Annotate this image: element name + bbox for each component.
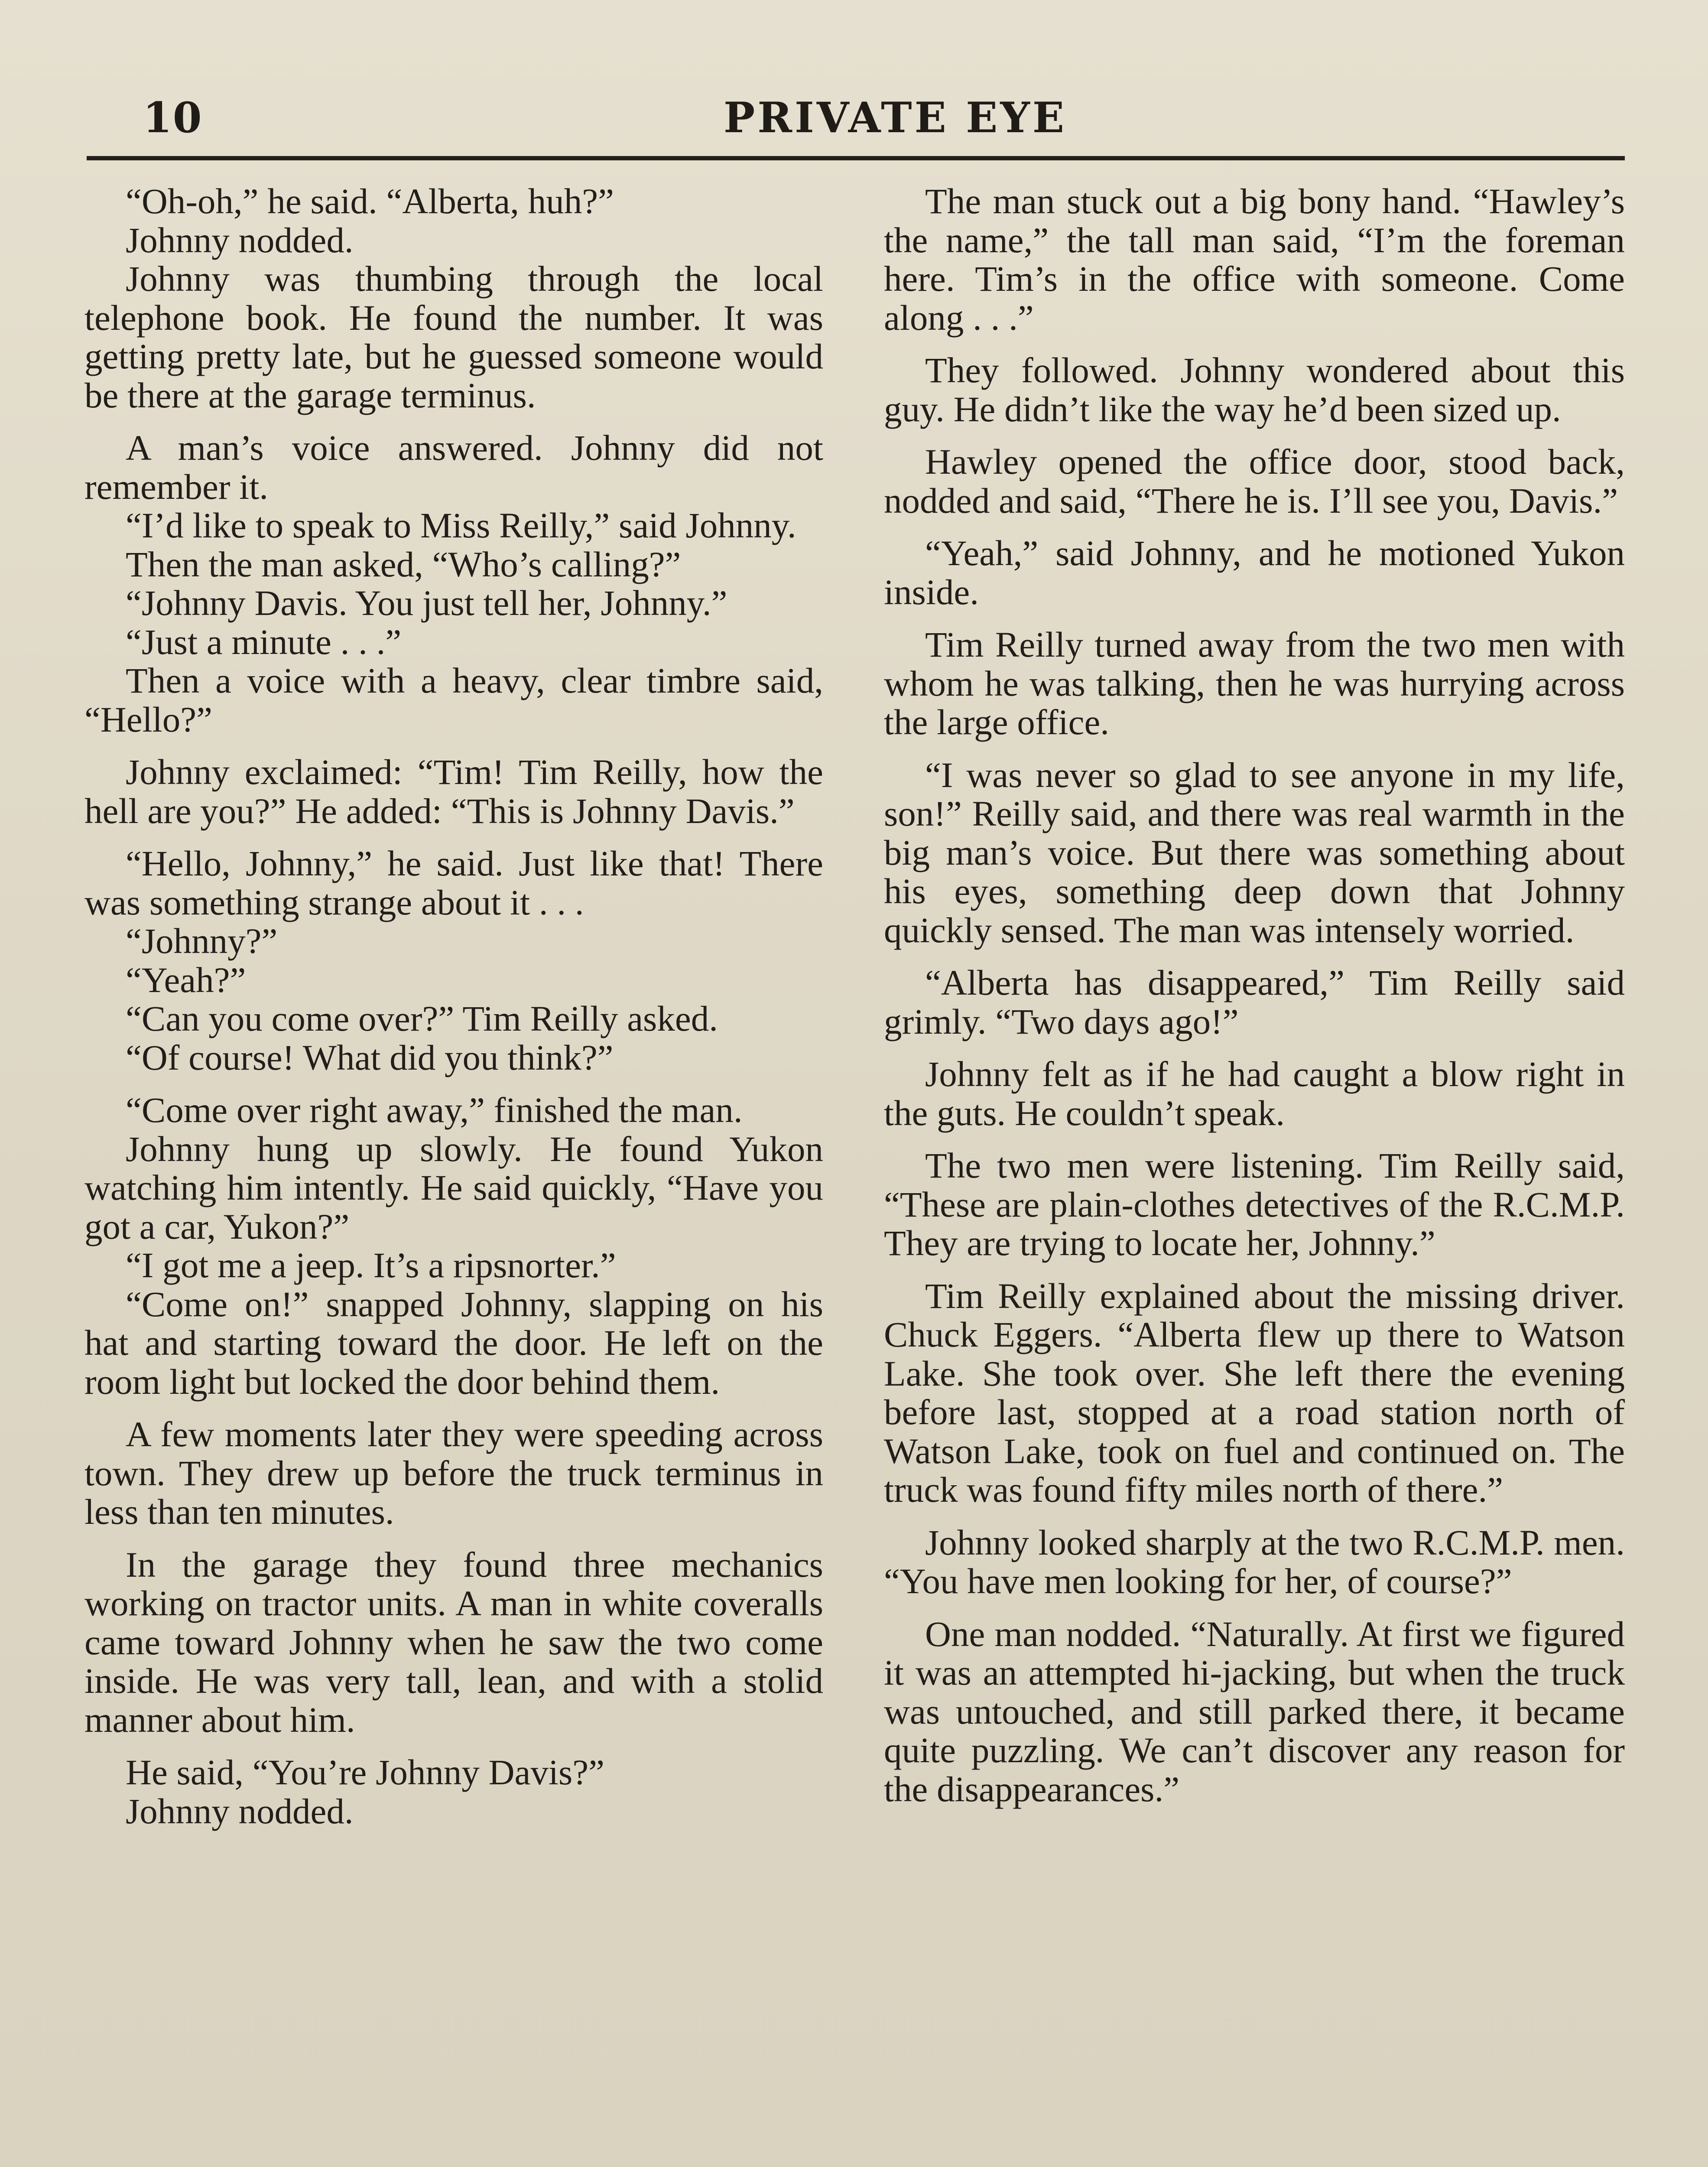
- paragraph: “Johnny Davis. You just tell her, Johnny.”: [126, 583, 727, 623]
- page-number: 10: [143, 93, 203, 142]
- paragraph: They followed. Johnny wondered about this guy. He didn’t like the way he’d been sized up.: [884, 350, 1625, 429]
- paragraph: “Alberta has disappeared,” Tim Reilly said grimly. “Two days ago!”: [884, 963, 1625, 1041]
- paragraph: Johnny nodded.: [126, 1791, 354, 1831]
- paragraph: A man’s voice answered. Johnny did not remember it.: [84, 428, 823, 507]
- paragraph: “Come over right away,” finished the man.: [126, 1090, 743, 1130]
- paragraph: “Of course! What did you think?”: [126, 1037, 614, 1077]
- paragraph: “Just a minute . . .”: [126, 621, 402, 662]
- paragraph: “Yeah?”: [126, 960, 246, 1000]
- paragraph: In the garage they found three mechanics working on tractor units. A man in white coveralls came toward Johnny when he saw the two come inside. He was very tall, lean, and with a stolid manner about him.: [84, 1544, 823, 1740]
- paragraph: Then the man asked, “Who’s calling?”: [126, 544, 681, 584]
- paragraph: One man nodded. “Naturally. At first we figured it was an attempted hi-jacking, but when the truck was untouched, and still parked there, it became quite puzzling. We can’t discover any reason for the disappearances.”: [884, 1614, 1625, 1809]
- paragraph: Johnny looked sharply at the two R.C.M.P. men. “You have men looking for her, of course?”: [884, 1522, 1625, 1601]
- paragraph: “Hello, Johnny,” he said. Just like that! There was something strange about it . . .: [84, 843, 823, 922]
- paragraph: Johnny exclaimed: “Tim! Tim Reilly, how the hell are you?” He added: “This is Johnny Davis.”: [84, 752, 823, 831]
- paragraph: Johnny nodded.: [126, 220, 354, 260]
- paragraph: Johnny hung up slowly. He found Yukon watching him intently. He said quickly, “Have you got a car, Yukon?”: [84, 1129, 823, 1246]
- paragraph: “Oh-oh,” he said. “Alberta, huh?”: [126, 181, 614, 221]
- paragraph: Hawley opened the office door, stood back, nodded and said, “There he is. I’ll see you, Davis.”: [884, 442, 1625, 521]
- paragraph: The man stuck out a big bony hand. “Hawley’s the name,” the tall man said, “I’m the foreman here. Tim’s in the office with someone. Come along . . .”: [884, 181, 1625, 338]
- paragraph: “I was never so glad to see anyone in my life, son!” Reilly said, and there was real warmth in the big man’s voice. But there was something about his eyes, something deep down that Johnny quickly sensed. The man was intensely worried.: [884, 755, 1625, 950]
- header-divider: [87, 156, 1625, 160]
- paragraph: “Yeah,” said Johnny, and he motioned Yukon inside.: [884, 533, 1625, 612]
- paragraph: “Johnny?”: [126, 921, 278, 961]
- paragraph: “I’d like to speak to Miss Reilly,” said Johnny.: [126, 505, 796, 545]
- paragraph: The two men were listening. Tim Reilly said, “These are plain-clothes detectives of the R.C.M.P. They are trying to locate her, Johnny.”: [884, 1145, 1625, 1263]
- right-text-column: [884, 182, 1625, 1809]
- left-text-column: [84, 182, 823, 1831]
- paragraph: “Come on!” snapped Johnny, slapping on his hat and starting toward the door. He left on the room light but locked the door behind them.: [84, 1284, 823, 1402]
- paragraph: Johnny was thumbing through the local telephone book. He found the number. It was getting pretty late, but he guessed someone would be there at the garage terminus.: [84, 259, 823, 415]
- magazine-title: PRIVATE EYE: [724, 93, 1067, 142]
- paragraph: A few moments later they were speeding across town. They drew up before the truck terminus in less than ten minutes.: [84, 1414, 823, 1532]
- paragraph: He said, “You’re Johnny Davis?”: [126, 1752, 604, 1792]
- page-header: [143, 93, 1625, 158]
- paragraph: “I got me a jeep. It’s a ripsnorter.”: [126, 1245, 616, 1285]
- paragraph: Johnny felt as if he had caught a blow right in the guts. He couldn’t speak.: [884, 1054, 1625, 1133]
- paragraph: Tim Reilly turned away from the two men with whom he was talking, then he was hurrying across the large office.: [884, 625, 1625, 742]
- paragraph: Tim Reilly explained about the missing driver. Chuck Eggers. “Alberta flew up there to Watson Lake. She took over. She left there the evening before last, stopped at a road station north of Watson Lake, took on fuel and continued on. The truck was found fifty miles north of there.”: [884, 1275, 1625, 1510]
- paragraph: Then a voice with a heavy, clear timbre said, “Hello?”: [84, 661, 823, 739]
- paragraph: “Can you come over?” Tim Reilly asked.: [126, 999, 718, 1038]
